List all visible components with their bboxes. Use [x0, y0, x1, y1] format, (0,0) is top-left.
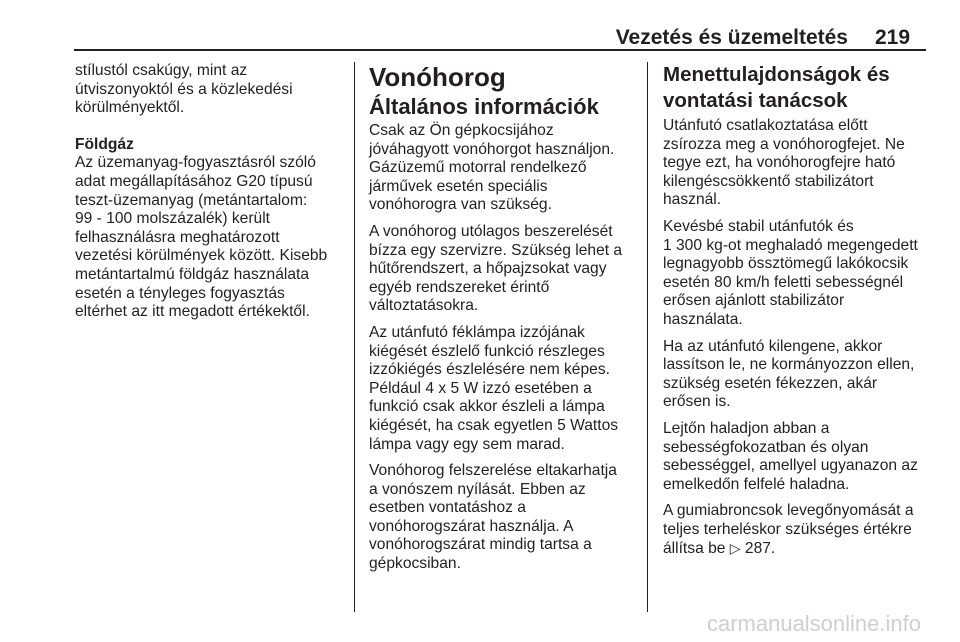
paragraph [663, 218, 935, 330]
text-line: szükség esetén fékezzen, akár [663, 374, 878, 392]
text-line: erősen ajánlott stabilizátor [663, 292, 845, 310]
text-line: felhasználásra meghatározott [75, 228, 280, 246]
text-line: Gázüzemű motorral rendelkező [369, 159, 587, 177]
text-line: Vonóhorog felszerelése eltakarhatja [369, 462, 617, 480]
text-line: stílustól csakúgy, mint az [75, 62, 248, 79]
text-line: a vonószem nyílását. Ebben az [369, 480, 586, 498]
paragraph [369, 122, 641, 215]
text-line: Csak az Ön gépkocsijához [369, 122, 554, 139]
natural-gas-paragraph [75, 154, 347, 321]
text-line: teljes terheléskor szükséges értékre [663, 520, 912, 538]
text-fragment: állítsa be [663, 540, 726, 558]
column-divider-left [354, 62, 355, 612]
column-middle [369, 62, 641, 582]
text-line: Kevésbé stabil utánfutók és [663, 217, 854, 235]
text-line: útviszonyoktól és a közlekedési [75, 80, 293, 98]
text-line: A gumiabroncsok levegőnyomását a [663, 502, 914, 520]
text-line: kiégését, ha csak egyetlen 5 Wattos [369, 416, 619, 434]
intro-paragraph [75, 62, 347, 118]
towbar-heading: Vonóhorog [369, 62, 506, 92]
text-line: vonóhorogra van szükség. [369, 196, 552, 214]
page-reference-link[interactable]: 287. [744, 540, 776, 558]
text-line: vonóhorogszárat használja. A [369, 517, 574, 535]
text-line: esetben vontatáshoz a [369, 499, 526, 517]
text-line: gépkocsiban. [369, 555, 461, 573]
text-line: teszt-üzemanyag (metántartalom: [75, 191, 308, 209]
text-line: emelkedőn felfelé haladna. [663, 475, 850, 493]
text-line: sebességfokozatban és olyan [663, 438, 869, 456]
text-line: jóváhagyott vonóhorgot használjon. [369, 140, 615, 158]
paragraph [369, 223, 641, 316]
text-line: Lejtőn haladjon abban a [663, 419, 830, 437]
paragraph [663, 502, 935, 559]
text-line: metántartalmú földgáz használata [75, 265, 310, 283]
text-line: Az utánfutó féklámpa izzójának [369, 323, 585, 341]
text-line: egyéb rendszereket érintő [369, 278, 550, 296]
text-line: Ha az utánfutó kilengene, akkor [663, 337, 883, 355]
text-line: eltérhet az itt megadott értékektől. [75, 303, 310, 321]
text-line: A vonóhorog utólagos beszerelését [369, 222, 613, 240]
text-line: vonóhorogszárat mindig tartsa a [369, 536, 592, 554]
text-line: funkció csak akkor észleli a lámpa [369, 398, 605, 416]
text-line: lámpa vagy egy sem marad. [369, 435, 565, 453]
text-line: esetén 80 km/h feletti sebességnél [663, 273, 904, 291]
paragraph [663, 420, 935, 494]
arrow-reference-icon[interactable]: ▷ [729, 540, 741, 557]
text-line: adat megállapításához G20 típusú [75, 172, 313, 190]
text-line: izzókiégés észlelésére nem képes. [369, 361, 610, 379]
text-line: Utánfutó csatlakoztatása előtt [663, 117, 868, 134]
column-right [663, 62, 935, 567]
text-line: használ. [663, 191, 722, 209]
paragraph [369, 324, 641, 454]
text-line: zsírozza meg a vonóhorogfejet. Ne [663, 135, 905, 153]
text-line: 1 300 kg-ot meghaladó megengedett [663, 236, 918, 254]
column-left [75, 62, 347, 330]
text-line: Például 4 x 5 W izzó esetében a [369, 379, 592, 397]
section-title: Vezetés és üzemeltetés [615, 26, 848, 49]
text-line: kilengéscsökkentő stabilizátort [663, 172, 874, 190]
text-line: vezetési körülmények között. Kisebb [75, 247, 328, 265]
text-line [663, 539, 935, 559]
paragraph [663, 338, 935, 412]
column-divider-right [647, 62, 648, 612]
text-line: 99 - 100 molszázalék) került [75, 210, 271, 228]
text-line: hűtőrendszert, a hőpajzsokat vagy [369, 260, 607, 278]
text-line: bízza egy szervizre. Szükség lehet a [369, 241, 623, 259]
text-line: használata. [663, 310, 743, 328]
page-number: 219 [875, 26, 911, 49]
text-line: változtatásokra. [369, 297, 479, 315]
text-line: körülményektől. [75, 99, 185, 117]
paragraph [369, 462, 641, 574]
natural-gas-subheading: Földgáz [75, 135, 134, 153]
text-line: tegye ezt, ha vonóhorogfejre ható [663, 154, 896, 172]
text-line: esetén a tényleges fogyasztás [75, 284, 285, 302]
header-divider [74, 49, 926, 51]
general-info-heading: Általános információk [369, 94, 599, 119]
text-line: sebességgel, amellyel ugyanazon az [663, 457, 918, 475]
text-line: legnagyobb össztömegű lakókocsik [663, 255, 909, 273]
watermark: carmanualsonline.info [706, 611, 921, 636]
paragraph [663, 117, 935, 210]
text-line: erősen is. [663, 393, 731, 411]
driving-towing-heading: Menettulajdonságok és vontatási tanácsok [663, 63, 890, 112]
text-line: lassítson le, ne kormányozzon ellen, [663, 356, 915, 374]
text-line: járművek esetén speciális [369, 177, 548, 195]
text-line: kiégését észlelő funkció részleges [369, 342, 605, 360]
text-line: Az üzemanyag-fogyasztásról szóló [75, 154, 316, 172]
